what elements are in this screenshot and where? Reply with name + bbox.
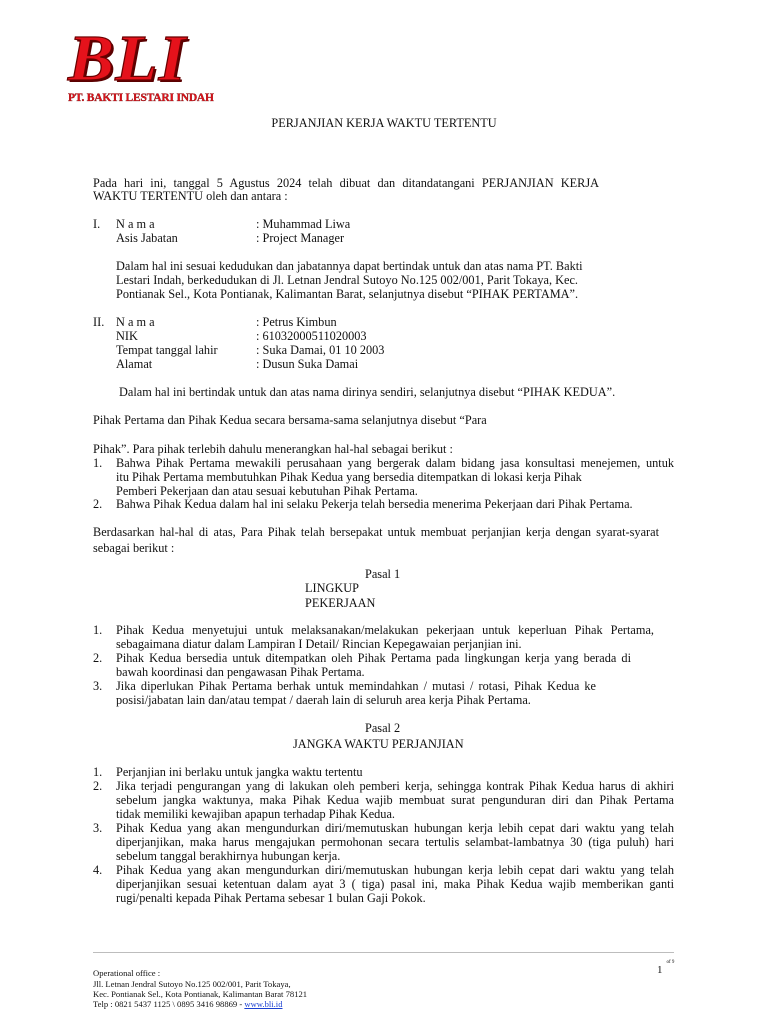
party1-desc-1: Dalam hal ini sesuai kedudukan dan jabatannya dapat bertindak untuk dan atas nama PT. Bakti <box>116 259 583 273</box>
pasal2-item-line: diperjanjikan sesuai ketentuan dalam ayat 3 ( tiga) pasal ini, maka Pihak Kedua wajib memberikan ganti <box>116 877 674 891</box>
party2-name-label: N a m a <box>116 315 155 329</box>
pasal2-item-line: Pihak Kedua yang akan mengundurkan diri/memutuskan hubungan kerja lebih cepat dari waktu yang telah <box>116 821 674 835</box>
party2-name-value: : Petrus Kimbun <box>256 315 337 329</box>
pasal2-item-number: 1. <box>93 765 103 779</box>
pasal1-item-number: 1. <box>93 623 103 637</box>
pasal1-subtitle-1: LINGKUP <box>305 581 359 595</box>
page-number-total: of 9 <box>666 960 675 965</box>
pasal1-item-line: bawah koordinasi dan pengawasan Pihak Pertama. <box>116 665 365 679</box>
pasal1-item-line: posisi/jabatan lain dan/atau tempat / daerah lain di seluruh area kerja Pihak Pertama. <box>116 693 531 707</box>
page-number <box>657 960 674 978</box>
pasal2-item-line: rugi/penalti kepada Pihak Pertama sebesar 1 bulan Gaji Pokok. <box>116 891 426 905</box>
pasal2-heading: Pasal 2 <box>365 721 401 735</box>
pasal1-item-number: 3. <box>93 679 103 693</box>
logo-company-name: PT. BAKTI LESTARI INDAH <box>68 92 214 104</box>
pasal2-item-line: Jika terjadi pengurangan yang di lakukan oleh pemberi kerja, sehingga kontrak Pihak Kedua harus di akhiri <box>116 779 674 793</box>
page-number-current: 1 <box>657 964 663 976</box>
pasal2-item-line: Pihak Kedua yang akan mengundurkan diri/memutuskan hubungan kerja lebih cepat dari waktu yang telah <box>116 863 674 877</box>
footer-address-2: Kec. Pontianak Sel., Kota Pontianak, Kalimantan Barat 78121 <box>93 989 308 999</box>
pasal2-subtitle: JANGKA WAKTU PERJANJIAN <box>293 737 464 751</box>
party1-number: I. <box>93 217 101 231</box>
logo-mark: BLI <box>68 22 187 95</box>
recital-line: itu Pihak Pertama membutuhkan Pihak Kedua yang bersedia ditempatkan di lokasi kerja Pihak <box>116 470 582 484</box>
party2-birth-value: : Suka Damai, 01 10 2003 <box>256 343 385 357</box>
para-together: Pihak Pertama dan Pihak Kedua secara bersama-sama selanjutnya disebut “Para <box>93 413 487 427</box>
recital-line: Bahwa Pihak Pertama mewakili perusahaan yang bergerak dalam bidang jasa konsultasi menejemen, untuk <box>116 456 674 470</box>
pasal2-item-line: Perjanjian ini berlaku untuk jangka waktu tertentu <box>116 765 363 779</box>
recital-line: Pemberi Pekerjaan dan atau sesuai kebutuhan Pihak Pertama. <box>116 484 418 498</box>
pasal1-item-line: Pihak Kedua menyetujui untuk melaksanakan/melakukan pekerjaan untuk keperluan Pihak Pertama, <box>116 623 654 637</box>
footer-phone: Telp : 0821 5437 1125 \ 0895 3416 98869 - <box>93 999 245 1009</box>
footer-address-1: Jll. Letnan Jendral Sutoyo No.125 002/001, Parit Tokaya, <box>93 979 291 989</box>
pasal2-item-line: diperjanjikan, maka harus mengajukan permohonan secara tertulis selambat-lambatnya 30 (tiga puluh) hari <box>116 835 674 849</box>
party1-position-value: : Project Manager <box>256 231 345 245</box>
party1-name-label: N a m a <box>116 217 155 231</box>
company-logo <box>66 22 214 106</box>
agreement-line-2: sebagai berikut : <box>93 541 175 555</box>
party2-address-label: Alamat <box>116 357 153 371</box>
pasal1-item-line: sebagaimana diatur dalam Lampiran I Detail/ Rincian Kepegawaian perjanjian ini. <box>116 637 522 651</box>
footer-divider <box>93 952 674 953</box>
party2-birth-label: Tempat tanggal lahir <box>116 343 218 357</box>
pasal2-item-number: 3. <box>93 821 103 835</box>
document-title: PERJANJIAN KERJA WAKTU TERTENTU <box>271 116 497 130</box>
party1-desc-2: Lestari Indah, berkedudukan di Jl. Letnan Jendral Sutoyo No.125 002/001, Parit Tokaya, Kec. <box>116 273 578 287</box>
party1-position-label: Asis Jabatan <box>116 231 178 245</box>
pasal1-item-line: Pihak Kedua bersedia untuk ditempatkan oleh Pihak Pertama pada lingkungan kerja yang berada di <box>116 651 631 665</box>
pasal1-item-number: 2. <box>93 651 103 665</box>
party1-desc-3: Pontianak Sel., Kota Pontianak, Kalimantan Barat, selanjutnya disebut “PIHAK PERTAMA”. <box>116 287 579 301</box>
party1-name-value: : Muhammad Liwa <box>256 217 351 231</box>
party2-nik-value: : 61032000511020003 <box>256 329 367 343</box>
footer-contact <box>93 999 283 1009</box>
recital-line: Bahwa Pihak Kedua dalam hal ini selaku Pekerja telah bersedia menerima Pekerjaan dari Pihak Pertama. <box>116 497 633 511</box>
pasal2-item-line: tidak memiliki kewajiban apapun terhadap Pihak Kedua. <box>116 807 395 821</box>
intro-line-1: Pada hari ini, tanggal 5 Agustus 2024 telah dibuat dan ditandatangani PERJANJIAN KERJA <box>93 176 599 190</box>
pasal2-item-line: sebelum tanggal berakhirnya hubungan kerja. <box>116 849 341 863</box>
party2-number: II. <box>93 315 105 329</box>
pasal1-heading: Pasal 1 <box>365 567 401 581</box>
agreement-line-1: Berdasarkan hal-hal di atas, Para Pihak telah bersepakat untuk membuat perjanjian kerja dengan syarat-syarat <box>93 525 659 539</box>
intro-line-2: WAKTU TERTENTU oleh dan antara : <box>93 189 288 203</box>
pasal1-item-line: Jika diperlukan Pihak Pertama berhak untuk memindahkan / mutasi / rotasi, Pihak Kedua ke <box>116 679 596 693</box>
footer-office-label: Operational office : <box>93 968 161 978</box>
party2-address-value: : Dusun Suka Damai <box>256 357 359 371</box>
recital-number: 1. <box>93 456 103 470</box>
party2-desc: Dalam hal ini bertindak untuk dan atas nama dirinya sendiri, selanjutnya disebut “PIHAK KEDUA”. <box>119 385 616 399</box>
pasal1-subtitle-2: PEKERJAAN <box>305 596 376 610</box>
para-pihak: Pihak”. Para pihak terlebih dahulu menerangkan hal-hal sebagai berikut : <box>93 442 453 456</box>
pasal2-item-number: 2. <box>93 779 103 793</box>
party2-nik-label: NIK <box>116 329 138 343</box>
pasal2-item-line: sebelum jangka waktunya, maka Pihak Kedua wajib membuat surat pengunduran diri dan Pihak Pertama <box>116 793 674 807</box>
pasal2-item-number: 4. <box>93 863 103 877</box>
footer-website-link[interactable]: www.bli.id <box>244 999 283 1009</box>
recital-number: 2. <box>93 497 103 511</box>
